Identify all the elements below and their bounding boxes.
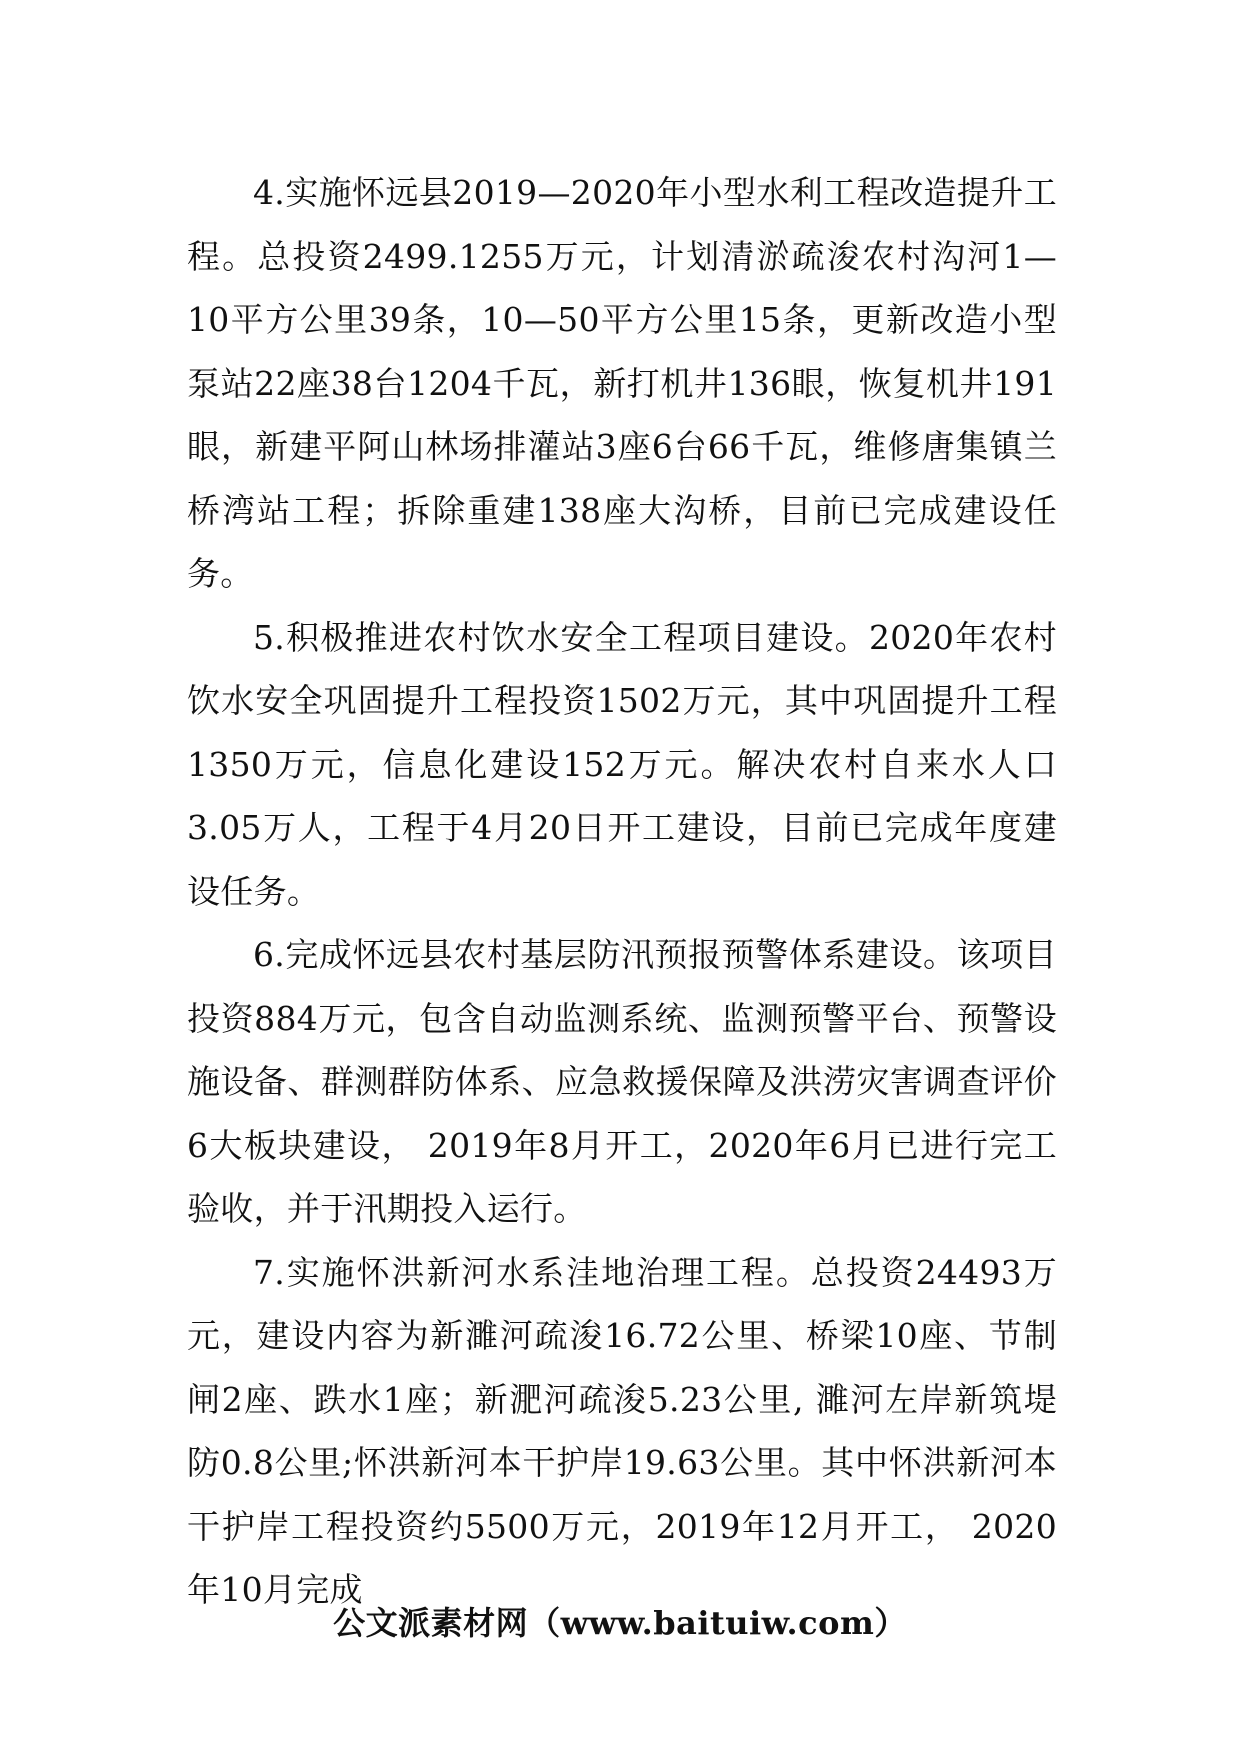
document-body [187, 161, 1057, 1622]
paragraph-item-4: 4.实施怀远县2019—2020年小型水利工程改造提升工程。总投资2499.1255万元，计划清淤疏浚农村沟河1—10平方公里39条，10—50平方公里15条，更新改造小型泵站22座38台1204千瓦，新打机井136眼，恢复机井191眼，新建平阿山林场排灌站3座6台66千瓦，维修唐集镇兰桥湾站工程；拆除重建138座大沟桥，目前已完成建设任务。 [187, 173, 1057, 593]
paragraph-item-6: 6.完成怀远县农村基层防汛预报预警体系建设。该项目投资884万元，包含自动监测系统、监测预警平台、预警设施设备、群测群防体系、应急救援保障及洪涝灾害调查评价6大板块建设， 2019年8月开工，2020年6月已进行完工验收，并于汛期投入运行。 [187, 935, 1057, 1228]
paragraph-item-7: 7.实施怀洪新河水系洼地治理工程。总投资24493万元，建设内容为新濉河疏浚16.72公里、桥梁10座、节制闸2座、跌水1座；新淝河疏浚5.23公里, 濉河左岸新筑堤防0.8公里;怀洪新河本干护岸19.63公里。其中怀洪新河本干护岸工程投资约5500万元，2019年12月开工， 2020年10月完成 [187, 1252, 1057, 1609]
paragraph-item-5: 5.积极推进农村饮水安全工程项目建设。2020年农村饮水安全巩固提升工程投资1502万元，其中巩固提升工程1350万元，信息化建设152万元。解决农村自来水人口3.05万人，工程于4月20日开工建设，目前已完成年度建设任务。 [187, 617, 1057, 911]
footer-watermark-text: 公文派素材网（www.baituiw.com） [333, 1604, 907, 1642]
